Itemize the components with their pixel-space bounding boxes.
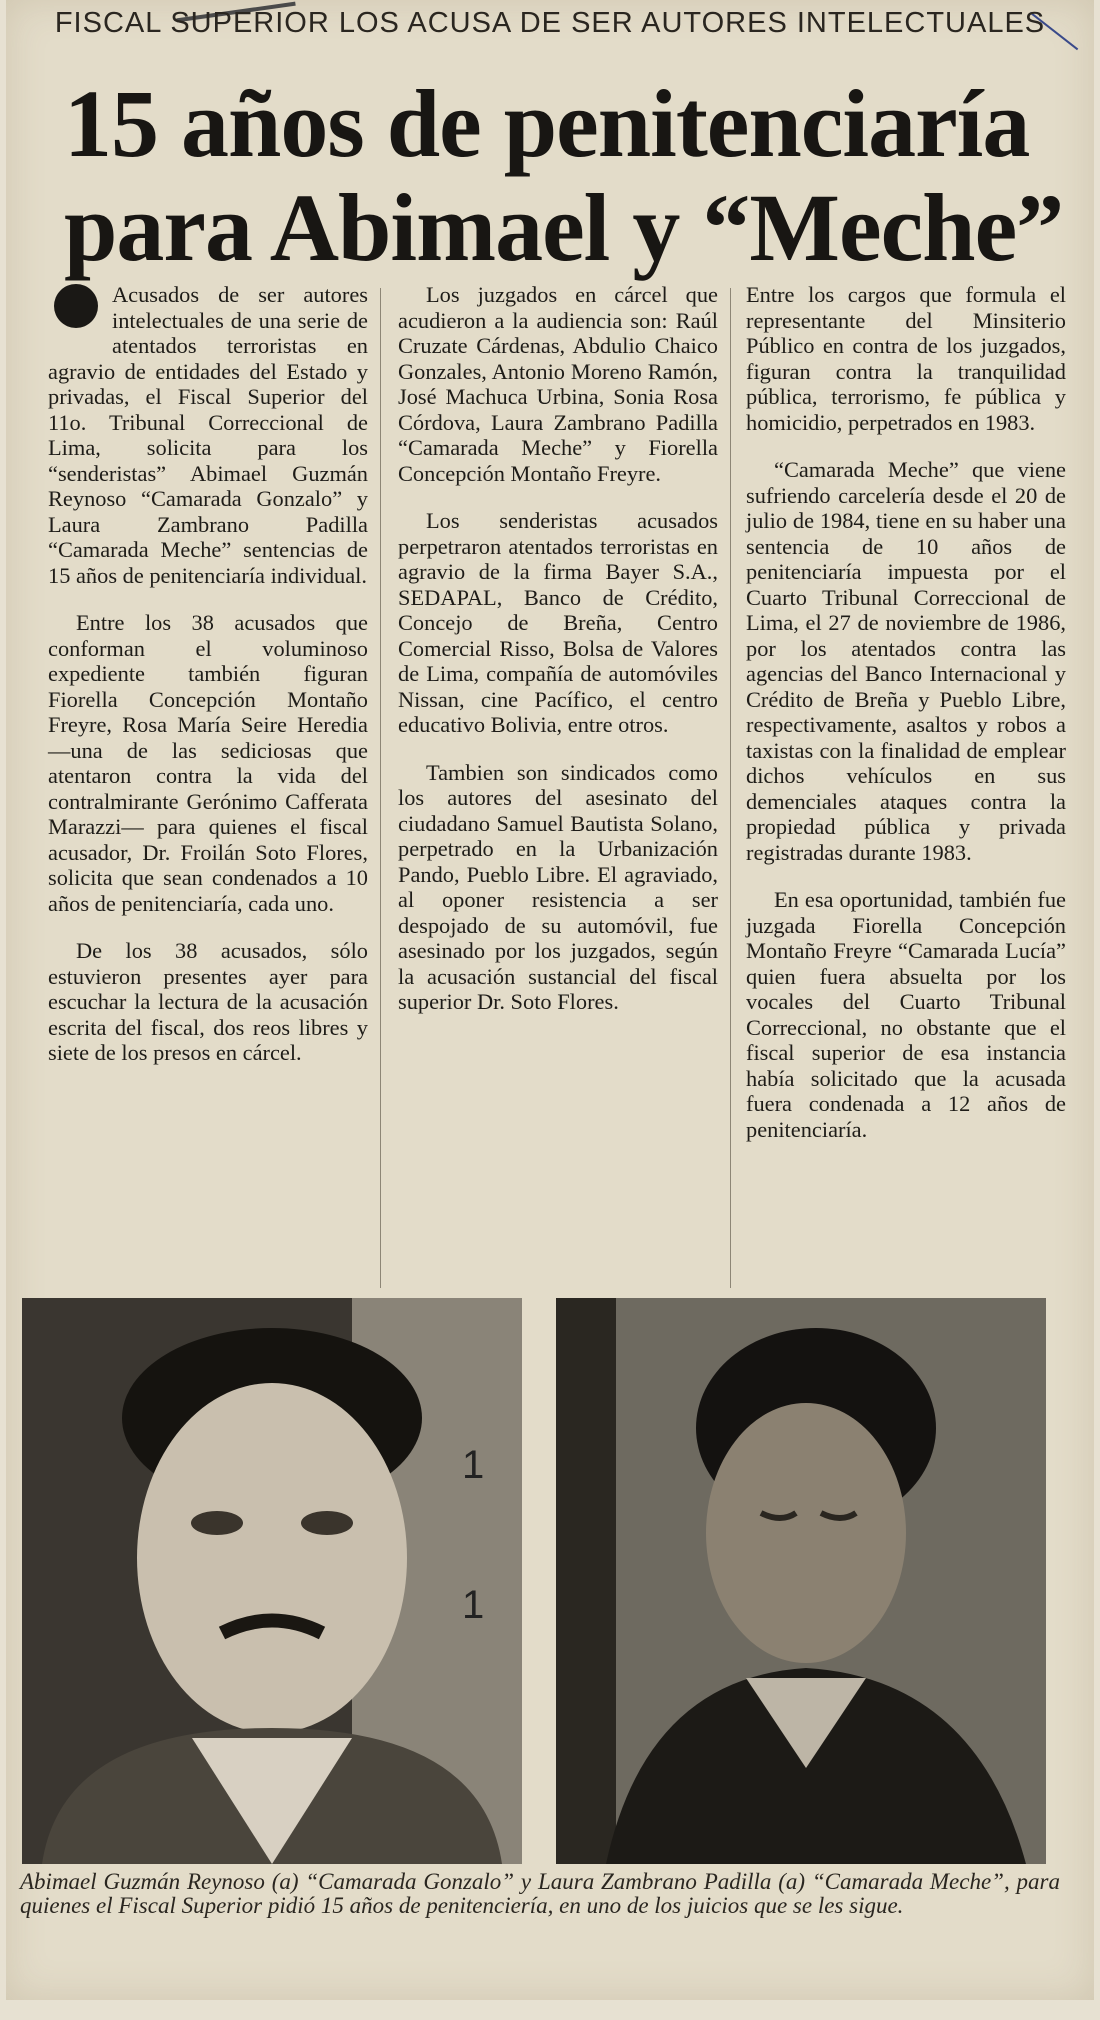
svg-text:1: 1: [462, 1583, 485, 1627]
photo-caption: Abimael Guzmán Reynoso (a) “Camarada Gonzalo” y Laura Zambrano Padilla (a) “Camarada Meche”, para quienes el Fiscal Superior pidió 15 años de penitenciería, en uno de los juicios que se les sigue.: [20, 1869, 1060, 1918]
headline-line-1: 15 años de penitenciaría: [64, 70, 1030, 177]
article-paragraph: “Camarada Meche” que viene sufriendo carcelería desde el 20 de julio de 1984, tiene en su haber una sentencia de 10 años de penitenciaría impuesta por el Cuarto Tribunal Correccional de Lima, el 27 de noviembre de 1986, por los atentados contra las agencias del Banco Internacional y Crédito de Breña y Pueblo Libre, respectivamente, asaltos y robos a taxistas con la finalidad de emplear dichos vehículos en sus demenciales ataques contra la propiedad pública y privada registradas durante 1983.: [746, 457, 1066, 865]
headline: [64, 72, 1064, 280]
column-3: [746, 282, 1066, 1164]
article-paragraph: Los juzgados en cárcel que acudieron a la audiencia son: Raúl Cruzate Cárdenas, Abdulio Chaico Gonzales, Antonio Moreno Ramón, José Machuca Urbina, Sonia Rosa Córdova, Laura Zambrano Padilla “Camarada Meche” y Fiorella Concepción Montaño Freyre.: [398, 282, 718, 486]
column-divider: [380, 288, 381, 1288]
photo-laura-zambrano: [556, 1298, 1046, 1864]
headline-line-2: para Abimael y “Meche”: [64, 174, 1064, 281]
article-paragraph: Acusados de ser autores intelectuales de una serie de atentados terroristas en agravio de entidades del Estado y privadas, el Fiscal Superior del 11o. Tribunal Correccional de Lima, solicita para los “senderistas” Abimael Guzmán Reynoso “Camarada Gonzalo” y Laura Zambrano Padilla “Camarada Meche” sentencias de 15 años de penitenciaría individual.: [48, 282, 368, 588]
svg-text:1: 1: [462, 1443, 485, 1487]
article-paragraph: En esa oportunidad, también fue juzgada Fiorella Concepción Montaño Freyre “Camarada Lucía” quien fuera absuelta por los vocales del Cuarto Tribunal Correccional, no obstante que el fiscal superior de esa instancia había solicitado que la acusada fuera condenada a 12 años de penitenciaría.: [746, 887, 1066, 1142]
article-paragraph: Tambien son sindicados como los autores del asesinato del ciudadano Samuel Bautista Solano, perpetrado en la Urbanización Pando, Pueblo Libre. El agraviado, al oponer resistencia a ser despojado de su automóvil, fue asesinado por los juzgados, según la acusación sustancial del fiscal superior Dr. Soto Flores.: [398, 759, 718, 1014]
bullet-dot-icon: [54, 284, 98, 328]
newspaper-clipping: [6, 0, 1094, 2000]
article-paragraph: Entre los 38 acusados que conforman el voluminoso expediente también figuran Fiorella Concepción Montaño Freyre, Rosa María Seire Heredia —una de las sediciosas que atentaron contra la vida del contralmirante Gerónimo Cafferata Marazzi— para quienes el fiscal acusador, Dr. Froilán Soto Flores, solicita que sean condenados a 10 años de penitenciaría, cada uno.: [48, 610, 368, 916]
kicker-headline: FISCAL SUPERIOR LOS ACUSA DE SER AUTORES INTELECTUALES: [54, 7, 1046, 39]
article-paragraph: De los 38 acusados, sólo estuvieron presentes ayer para escuchar la lectura de la acusación escrita del fiscal, dos reos libres y siete de los presos en cárcel.: [48, 938, 368, 1065]
article-paragraph: Entre los cargos que formula el representante del Minsiterio Público en contra de los juzgados, figuran contra la tranquilidad pública, terrorismo, fe pública y homicidio, perpetrados en 1983.: [746, 282, 1066, 435]
column-1: [48, 282, 368, 1088]
column-2: [398, 282, 718, 1037]
column-divider: [730, 288, 731, 1288]
article-paragraph: Los senderistas acusados perpetraron atentados terroristas en agravio de la firma Bayer S.A., SEDAPAL, Banco de Crédito, Concejo de Breña, Centro Comercial Risso, Bolsa de Valores de Lima, compañía de automóviles Nissan, cine Pacífico, el centro educativo Bolivia, entre otros.: [398, 508, 718, 737]
photo-abimael-guzman: [22, 1298, 522, 1864]
